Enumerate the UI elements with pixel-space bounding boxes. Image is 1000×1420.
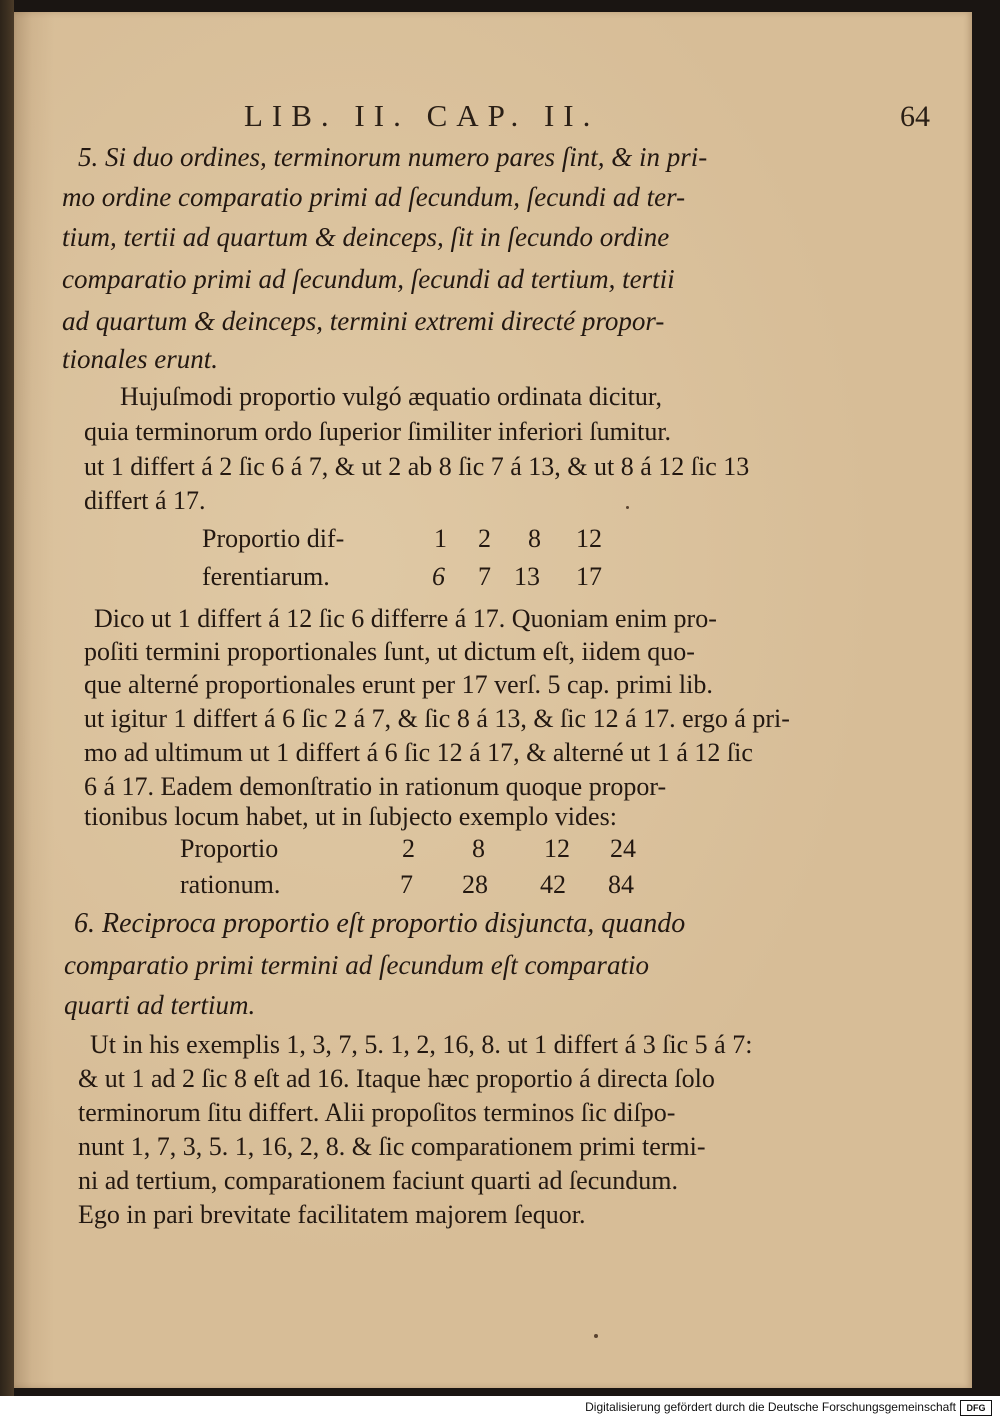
- table-label: rationum.: [180, 870, 281, 899]
- table-cell: 2: [402, 834, 415, 863]
- digitization-footer: [0, 1396, 1000, 1420]
- paragraph-line: ut 1 differt á 2 ſic 6 á 7, & ut 2 ab 8 ſic 7 á 13, & ut 8 á 12 ſic 13: [84, 452, 750, 481]
- table-cell: 84: [608, 870, 634, 899]
- table-cell: 12: [544, 834, 570, 863]
- table-cell: 12: [576, 524, 602, 553]
- paragraph-line: terminorum ſitu differt. Alii propoſitos terminos ſic diſpo-: [78, 1098, 676, 1127]
- running-title: LIB. II. CAP. II.: [244, 98, 600, 133]
- dfg-logo: DFG: [960, 1400, 992, 1416]
- table-cell: 7: [400, 870, 413, 899]
- table-cell: 28: [462, 870, 488, 899]
- paragraph-line: mo ad ultimum ut 1 differt á 6 ſic 12 á 17, & alterné ut 1 á 12 ſic: [84, 738, 753, 767]
- paragraph-line: differt á 17.: [84, 486, 206, 515]
- book-page: [14, 12, 972, 1388]
- table-cell: 6: [432, 562, 445, 591]
- table-cell: 8: [472, 834, 485, 863]
- table-cell: 42: [540, 870, 566, 899]
- table-label: ferentiarum.: [202, 562, 330, 591]
- paragraph-line: Ut in his exemplis 1, 3, 7, 5. 1, 2, 16, 8. ut 1 differt á 3 ſic 5 á 7:: [90, 1030, 753, 1059]
- definition-5-line: tium, tertii ad quartum & deinceps, ſit in ſecundo ordine: [62, 222, 670, 252]
- table-cell: 7: [478, 562, 491, 591]
- paragraph-line: ut igitur 1 differt á 6 ſic 2 á 7, & ſic 8 á 13, & ſic 12 á 17. ergo á pri-: [84, 704, 790, 733]
- definition-5-line: comparatio primi ad ſecundum, ſecundi ad tertium, tertii: [62, 264, 675, 294]
- table-cell: 17: [576, 562, 602, 591]
- table-cell: 13: [514, 562, 540, 591]
- definition-5-line: mo ordine comparatio primi ad ſecundum, ſecundi ad ter-: [62, 182, 686, 212]
- table-cell: 2: [478, 524, 491, 553]
- definition-6-line: comparatio primi termini ad ſecundum eſt comparatio: [64, 950, 649, 980]
- paper-speck: [626, 506, 629, 509]
- book-spine-edge: [0, 0, 14, 1420]
- paragraph-line: & ut 1 ad 2 ſic 8 eſt ad 16. Itaque hæc proportio á directa ſolo: [78, 1064, 715, 1093]
- paper-speck: [594, 1334, 598, 1338]
- definition-5-line: 5. Si duo ordines, terminorum numero pares ſint, & in pri-: [78, 142, 708, 172]
- footer-credit: Digitalisierung gefördert durch die Deutsche Forschungsgemeinschaft: [585, 1400, 956, 1414]
- definition-6-line: 6. Reciproca proportio eſt proportio disjuncta, quando: [74, 908, 686, 939]
- definition-5-line: ad quartum & deinceps, termini extremi directé propor-: [62, 306, 665, 336]
- paragraph-line: ni ad tertium, comparationem faciunt quarti ad ſecundum.: [78, 1166, 678, 1195]
- paragraph-line: Ego in pari brevitate facilitatem majorem ſequor.: [78, 1200, 586, 1229]
- paragraph-line: que alterné proportionales erunt per 17 verſ. 5 cap. primi lib.: [84, 670, 713, 699]
- paragraph-line: tionibus locum habet, ut in ſubjecto exemplo vides:: [84, 802, 617, 831]
- paragraph-line: Dico ut 1 differt á 12 ſic 6 differre á 17. Quoniam enim pro-: [94, 604, 717, 633]
- table-cell: 8: [528, 524, 541, 553]
- definition-6-line: quarti ad tertium.: [64, 990, 256, 1020]
- paragraph-line: quia terminorum ordo ſuperior ſimiliter inferiori ſumitur.: [84, 417, 672, 446]
- table-cell: 24: [610, 834, 636, 863]
- page-number: 64: [900, 100, 930, 133]
- table-label: Proportio dif-: [202, 524, 345, 553]
- paragraph-line: 6 á 17. Eadem demonſtratio in rationum quoque propor-: [84, 772, 667, 801]
- running-head: [74, 98, 934, 138]
- definition-5-line: tionales erunt.: [62, 344, 218, 374]
- paragraph-line: nunt 1, 7, 3, 5. 1, 16, 2, 8. & ſic comparationem primi termi-: [78, 1132, 706, 1161]
- paragraph-line: poſiti termini proportionales ſunt, ut dictum eſt, iidem quo-: [84, 637, 695, 666]
- paragraph-line: Hujuſmodi proportio vulgó æquatio ordinata dicitur,: [120, 382, 663, 411]
- table-cell: 1: [434, 524, 447, 553]
- table-label: Proportio: [180, 834, 279, 863]
